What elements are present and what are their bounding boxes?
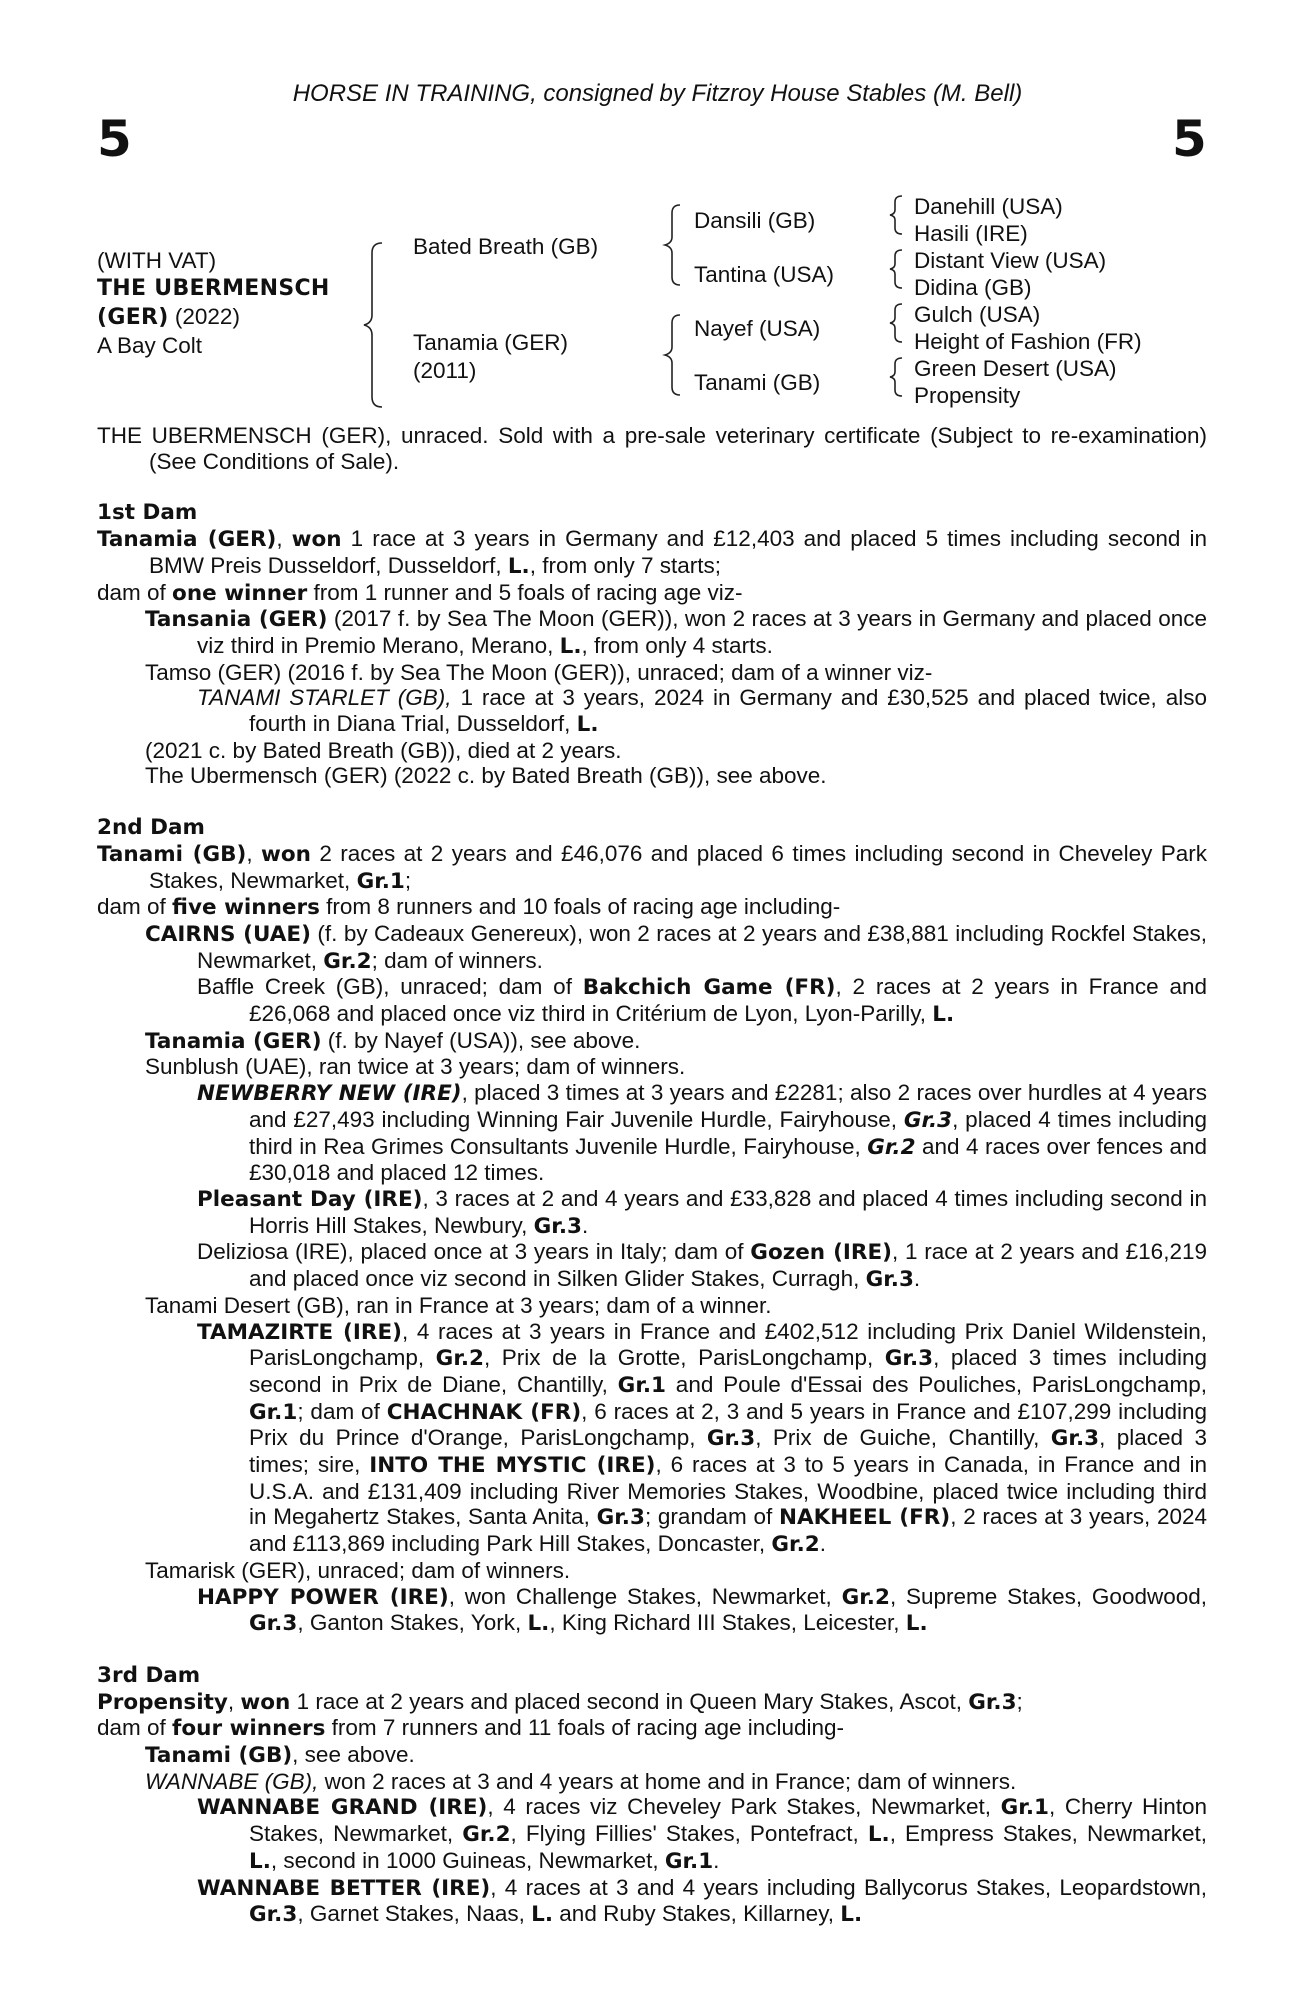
dam-year: (2011) bbox=[413, 358, 477, 383]
brace-g2 bbox=[890, 250, 902, 288]
list-item: NEWBERRY NEW (IRE), placed 3 times at 3 years and £2281; also 2 races over hurdles at 4 years and £27,493 including Winning Fair Juvenile Hurdle, Fairyhouse, Gr.3, placed 4 times including third in Rea Grimes Consultants Juvenile Hurdle, Fairyhouse, Gr.2 and 4 races over fences and £30,018 and placed 12 times. bbox=[197, 1080, 1207, 1186]
list-item: WANNABE (GB), won 2 races at 3 and 4 years at home and in France; dam of winners. bbox=[145, 1768, 1017, 1794]
brace-g3 bbox=[890, 304, 902, 342]
second-dam-produce-summary: dam of five winners from 8 runners and 10 foals of racing age including- bbox=[97, 894, 841, 921]
second-dam-record: Tanami (GB), won 2 races at 2 years and £46,076 and placed 6 times including second in Cheveley Park Stakes, Newmarket, Gr.1; bbox=[97, 840, 1207, 894]
lot-number-left: 5 bbox=[97, 110, 132, 168]
ancestor-6: Height of Fashion (FR) bbox=[914, 329, 1142, 354]
sire-name: Bated Breath (GB) bbox=[413, 234, 599, 259]
horse-country: (GER) bbox=[97, 305, 169, 330]
list-item: Tanami (GB), see above. bbox=[145, 1742, 415, 1769]
ancestor-2: Hasili (IRE) bbox=[914, 221, 1028, 246]
third-dam-produce-summary: dam of four winners from 7 runners and 11 foals of racing age including- bbox=[97, 1715, 845, 1742]
first-dam-produce-summary: dam of one winner from 1 runner and 5 foals of racing age viz- bbox=[97, 579, 743, 606]
lot-number-right: 5 bbox=[1172, 110, 1207, 168]
ancestor-8: Propensity bbox=[914, 383, 1021, 408]
list-item: Tamarisk (GER), unraced; dam of winners. bbox=[145, 1557, 571, 1583]
dam-dam: Tanami (GB) bbox=[694, 370, 821, 395]
sire-sire: Dansili (GB) bbox=[694, 208, 816, 233]
first-dam-heading: 1st Dam bbox=[97, 500, 198, 526]
brace-sire bbox=[665, 205, 680, 285]
horse-description: A Bay Colt bbox=[97, 333, 203, 358]
list-item: The Ubermensch (GER) (2022 c. by Bated Breath (GB)), see above. bbox=[145, 763, 827, 789]
ancestor-3: Distant View (USA) bbox=[914, 248, 1107, 273]
second-dam-heading: 2nd Dam bbox=[97, 815, 205, 841]
horse-year: (2022) bbox=[168, 304, 240, 329]
ancestor-5: Gulch (USA) bbox=[914, 302, 1041, 327]
dam-sire: Nayef (USA) bbox=[694, 316, 821, 341]
list-item: CAIRNS (UAE) (f. by Cadeaux Genereux), won 2 races at 2 years and £38,881 including Rockfel Stakes, Newmarket, Gr.2; dam of winners. bbox=[145, 920, 1207, 974]
first-dam-record: Tanamia (GER), won 1 race at 3 years in Germany and £12,403 and placed 5 times including second in BMW Preis Dusseldorf, Dusseldorf, L., from only 7 starts; bbox=[97, 526, 1207, 579]
brace-g4 bbox=[890, 358, 902, 396]
list-item: Deliziosa (IRE), placed once at 3 years in Italy; dam of Gozen (IRE), 1 race at 2 years and £16,219 and placed once viz second in Silken Glider Stakes, Curragh, Gr.3. bbox=[197, 1239, 1207, 1293]
intro-paragraph: THE UBERMENSCH (GER), unraced. Sold with a pre-sale veterinary certificate (Subject to re-examination) (See Conditions of Sale). bbox=[97, 423, 1207, 474]
brace-g1 bbox=[890, 196, 902, 234]
list-item: TAMAZIRTE (IRE), 4 races at 3 years in France and £402,512 including Prix Daniel Wildenstein, ParisLongchamp, Gr.2, Prix de la Grotte, ParisLongchamp, Gr.3, placed 3 times including second in Prix de Diane, Chantilly, Gr.1 and Poule d'Essai des Pouliches, ParisLongchamp, Gr.1; dam of CHACHNAK (FR), 6 races at 2, 3 and 5 years in France and £107,299 including Prix du Prince d'Orange, ParisLongchamp, Gr.3, Prix de Guiche, Chantilly, Gr.3, placed 3 times; sire, INTO THE MYSTIC (IRE), 6 races at 3 to 5 years in Canada, in France and in U.S.A. and £131,409 including River Memories Stakes, Woodbine, placed twice including third in Megahertz Stakes, Santa Anita, Gr.3; grandam of NAKHEEL (FR), 2 races at 3 years, 2024 and £113,869 including Park Hill Stakes, Doncaster, Gr.2. bbox=[197, 1318, 1207, 1558]
list-item: WANNABE GRAND (IRE), 4 races viz Cheveley Park Stakes, Newmarket, Gr.1, Cherry Hinton Stakes, Newmarket, Gr.2, Flying Fillies' Stakes, Pontefract, L., Empress Stakes, Newmarket, L., second in 1000 Guineas, Newmarket, Gr.1. bbox=[197, 1794, 1207, 1874]
third-dam-heading: 3rd Dam bbox=[97, 1662, 201, 1688]
list-item: Tansania (GER) (2017 f. by Sea The Moon (GER)), won 2 races at 3 years in Germany and placed once viz third in Premio Merano, Merano, L., from only 4 starts. bbox=[145, 606, 1208, 659]
ancestor-7: Green Desert (USA) bbox=[914, 356, 1117, 381]
list-item: WANNABE BETTER (IRE), 4 races at 3 and 4 years including Ballycorus Stakes, Leopardstown, Gr.3, Garnet Stakes, Naas, L. and Ruby Stakes, Killarney, L. bbox=[197, 1874, 1207, 1928]
list-item: Tamso (GER) (2016 f. by Sea The Moon (GER)), unraced; dam of a winner viz- bbox=[145, 659, 933, 685]
list-item: Sunblush (UAE), ran twice at 3 years; dam of winners. bbox=[145, 1054, 686, 1080]
list-item: Pleasant Day (IRE), 3 races at 2 and 4 years and £33,828 and placed 4 times including second in Horris Hill Stakes, Newbury, Gr.3. bbox=[197, 1185, 1207, 1239]
list-item: TANAMI STARLET (GB), 1 race at 3 years, 2024 in Germany and £30,525 and placed twice, also fourth in Diana Trial, Dusseldorf, L. bbox=[197, 685, 1207, 738]
horse-name: THE UBERMENSCH bbox=[97, 276, 330, 301]
list-item: (2021 c. by Bated Breath (GB)), died at 2 years. bbox=[145, 737, 622, 763]
list-item: Baffle Creek (GB), unraced; dam of Bakchich Game (FR), 2 races at 2 years in France and £26,068 and placed once viz third in Critérium de Lyon, Lyon-Parilly, L. bbox=[197, 974, 1208, 1028]
list-item: HAPPY POWER (IRE), won Challenge Stakes, Newmarket, Gr.2, Supreme Stakes, Goodwood, Gr.3, Ganton Stakes, York, L., King Richard III Stakes, Leicester, L. bbox=[197, 1583, 1208, 1637]
catalogue-header: HORSE IN TRAINING, consigned by Fitzroy House Stables (M. Bell) bbox=[292, 80, 1023, 107]
list-item: Tanami Desert (GB), ran in France at 3 years; dam of a winner. bbox=[145, 1292, 772, 1318]
brace-main bbox=[364, 243, 382, 407]
sire-dam: Tantina (USA) bbox=[694, 262, 835, 287]
dam-name: Tanamia (GER) bbox=[413, 330, 569, 355]
list-item: Tanamia (GER) (f. by Nayef (USA)), see above. bbox=[145, 1027, 641, 1054]
brace-dam bbox=[665, 315, 680, 395]
pedigree-braces bbox=[0, 0, 1315, 420]
catalogue-body bbox=[97, 423, 1207, 1928]
vat-note: (WITH VAT) bbox=[97, 248, 217, 273]
ancestor-1: Danehill (USA) bbox=[914, 194, 1063, 219]
ancestor-4: Didina (GB) bbox=[914, 275, 1032, 300]
third-dam-record: Propensity, won 1 race at 2 years and placed second in Queen Mary Stakes, Ascot, Gr.3; bbox=[97, 1688, 1023, 1715]
